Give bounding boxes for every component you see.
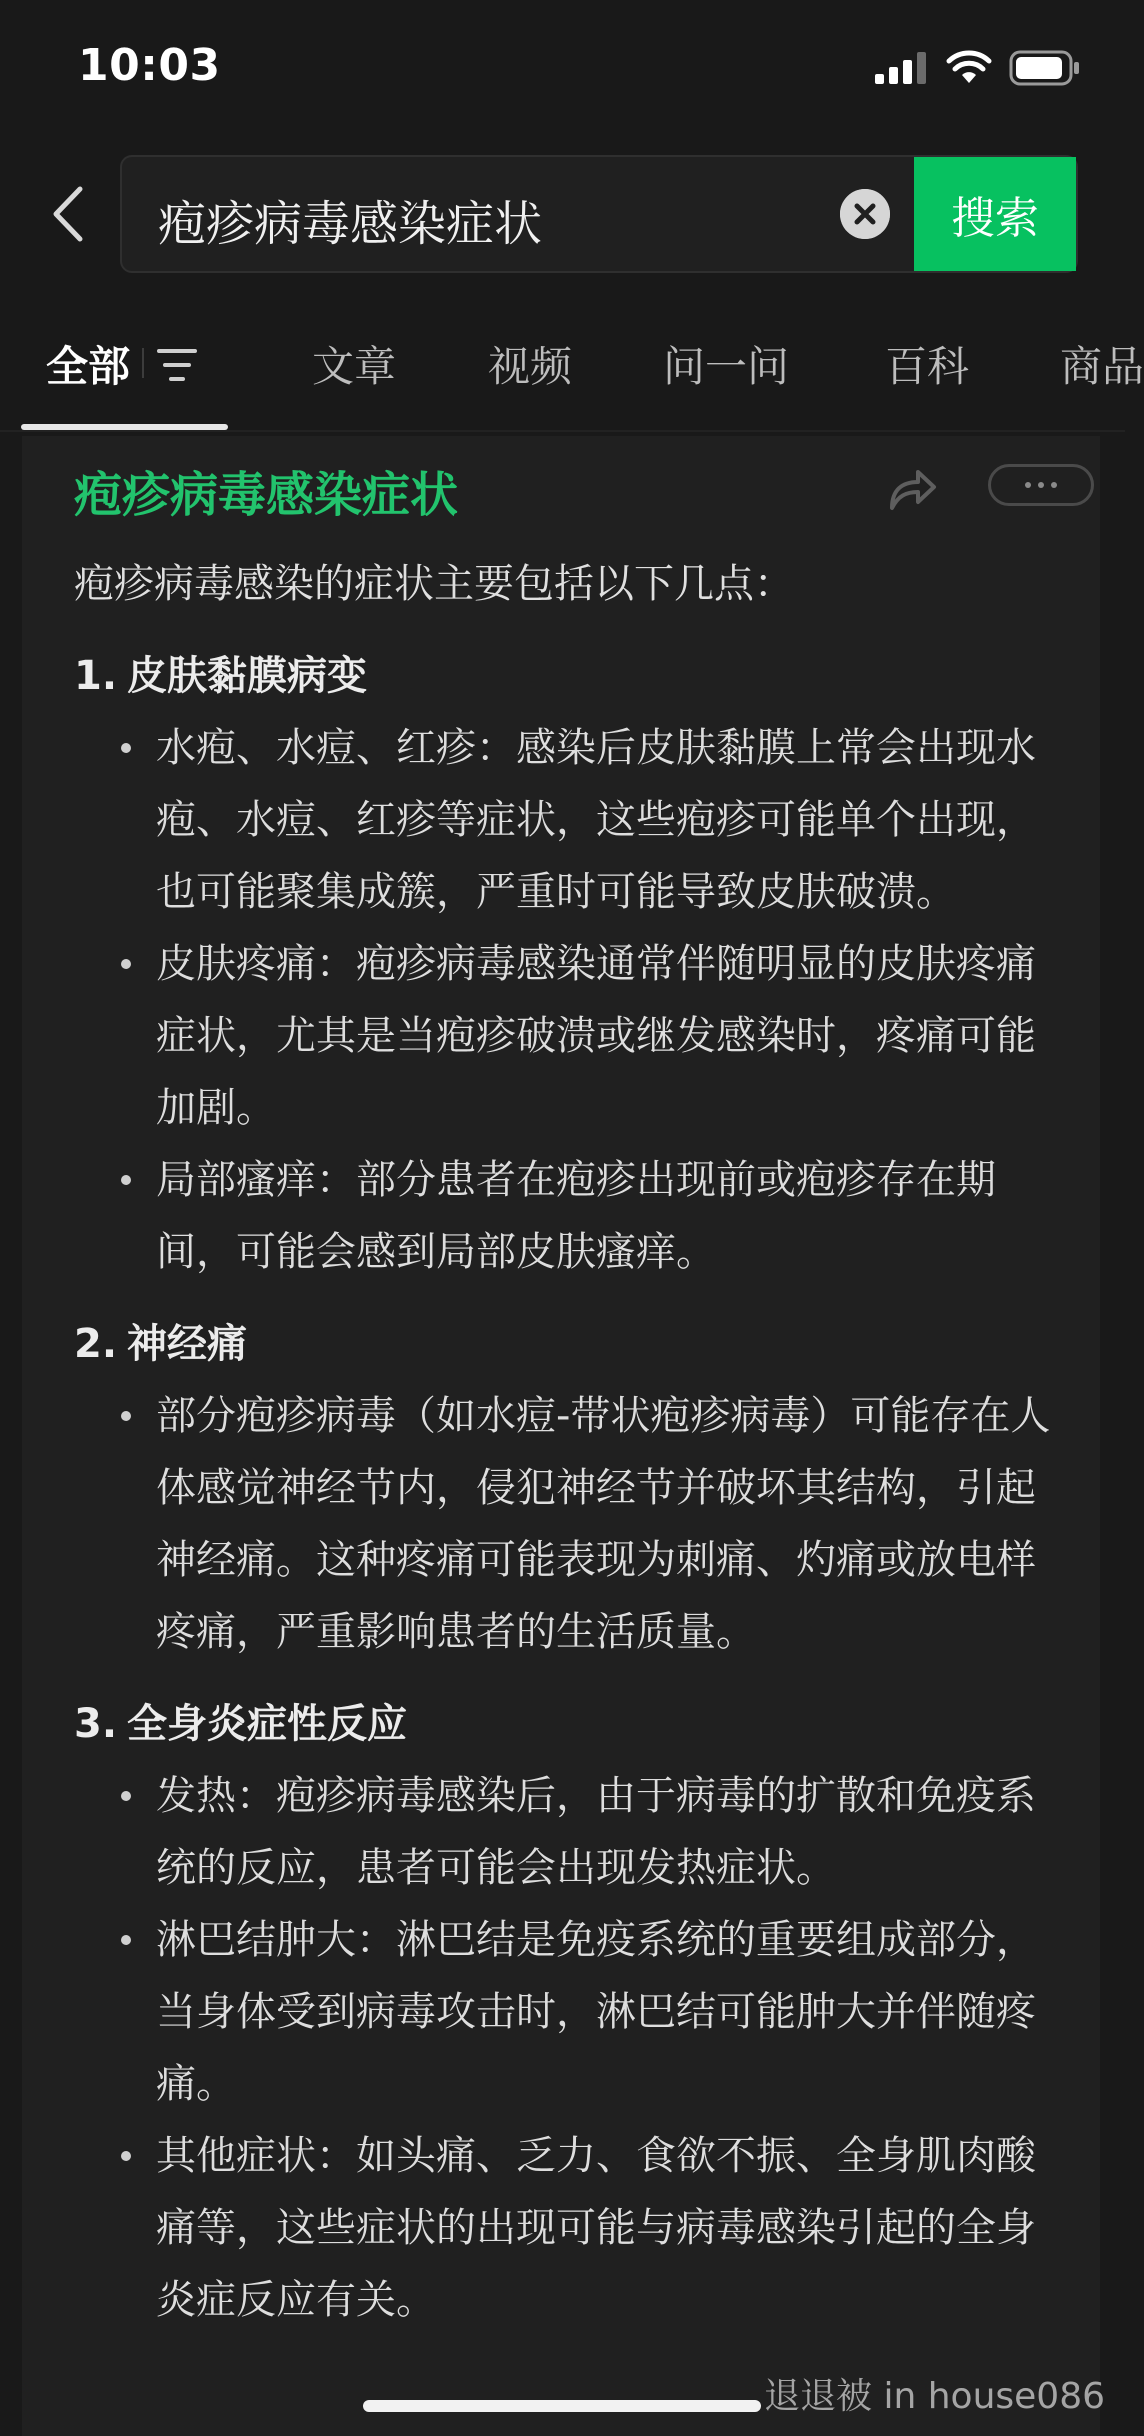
back-arrow-icon[interactable] [42,179,92,249]
tab-videos[interactable]: 视频 [488,342,573,391]
filter-icon[interactable] [145,345,205,385]
more-options-button[interactable] [988,464,1094,506]
bullet-item: 皮肤疼痛：疱疹病毒感染通常伴随明显的皮肤疼痛症状，尤其是当疱疹破溃或继发感染时，疼痛可能加剧。 [74,928,1064,1144]
section-heading [74,1688,1064,1760]
search-input[interactable] [120,155,1078,273]
clear-icon[interactable] [840,189,890,239]
section-number: 1. [74,653,118,699]
more-dot-icon [1051,482,1057,488]
tab-products[interactable]: 商品 [1060,342,1144,391]
section-heading [74,640,1064,712]
bullet-item: 其他症状：如头痛、乏力、食欲不振、全身肌肉酸痛等，这些症状的出现可能与病毒感染引起的全身炎症反应有关。 [74,2120,1064,2336]
tabs-border [0,430,1125,432]
section-title: 全身炎症性反应 [127,1701,408,1747]
bullet-item: 部分疱疹病毒（如水痘-带状疱疹病毒）可能存在人体感觉神经节内，侵犯神经节并破坏其结构，引起神经痛。这种疼痛可能表现为刺痛、灼痛或放电样疼痛，严重影响患者的生活质量。 [74,1380,1064,1668]
bullet-item: 淋巴结肿大：淋巴结是免疫系统的重要组成部分，当身体受到病毒攻击时，淋巴结可能肿大并伴随疼痛。 [74,1904,1064,2120]
bullet-item: 发热：疱疹病毒感染后，由于病毒的扩散和免疫系统的反应，患者可能会出现发热症状。 [74,1760,1064,1904]
watermark: 退退被 in house086 [764,2376,1105,2417]
more-dot-icon [1038,482,1044,488]
tab-all[interactable]: 全部 [46,342,131,391]
bullet-item: 局部瘙痒：部分患者在疱疹出现前或疱疹存在期间，可能会感到局部皮肤瘙痒。 [74,1144,1064,1288]
section-title: 神经痛 [127,1321,248,1367]
answer-content [74,548,1064,2356]
share-icon[interactable] [884,460,940,516]
search-row [0,155,1125,275]
answer-card [22,436,1100,2436]
section-title: 皮肤黏膜病变 [127,653,368,699]
wifi-icon [947,51,991,85]
tab-encyclopedia[interactable]: 百科 [885,342,970,391]
section-systemic-inflammation [74,1688,1064,2336]
section-number: 3. [74,1701,118,1747]
bullet-list [74,712,1064,1288]
section-neuralgia [74,1308,1064,1668]
status-icons [875,50,1081,86]
card-title[interactable]: 疱疹病毒感染症状 [74,467,459,523]
battery-icon [1009,50,1081,86]
cellular-signal-icon [875,52,929,84]
section-skin-lesions [74,640,1064,1288]
tab-divider [142,348,144,378]
status-bar [0,0,1125,135]
answer-intro: 疱疹病毒感染的症状主要包括以下几点： [74,561,794,607]
bullet-item: 水疱、水痘、红疹：感染后皮肤黏膜上常会出现水疱、水痘、红疹等症状，这些疱疹可能单个出现，也可能聚集成簇，严重时可能导致皮肤破溃。 [74,712,1064,928]
search-button[interactable]: 搜索 [914,157,1076,271]
status-time: 10:03 [78,40,221,91]
bullet-list [74,1380,1064,1668]
home-indicator[interactable] [363,2400,761,2412]
section-heading [74,1308,1064,1380]
bullet-list [74,1760,1064,2336]
search-query-text[interactable]: 疱疹病毒感染症状 [158,196,543,252]
tab-articles[interactable]: 文章 [312,342,397,391]
tab-ask[interactable]: 问一问 [663,342,790,391]
more-dot-icon [1025,482,1031,488]
section-number: 2. [74,1321,118,1367]
category-tabs [0,320,1144,430]
